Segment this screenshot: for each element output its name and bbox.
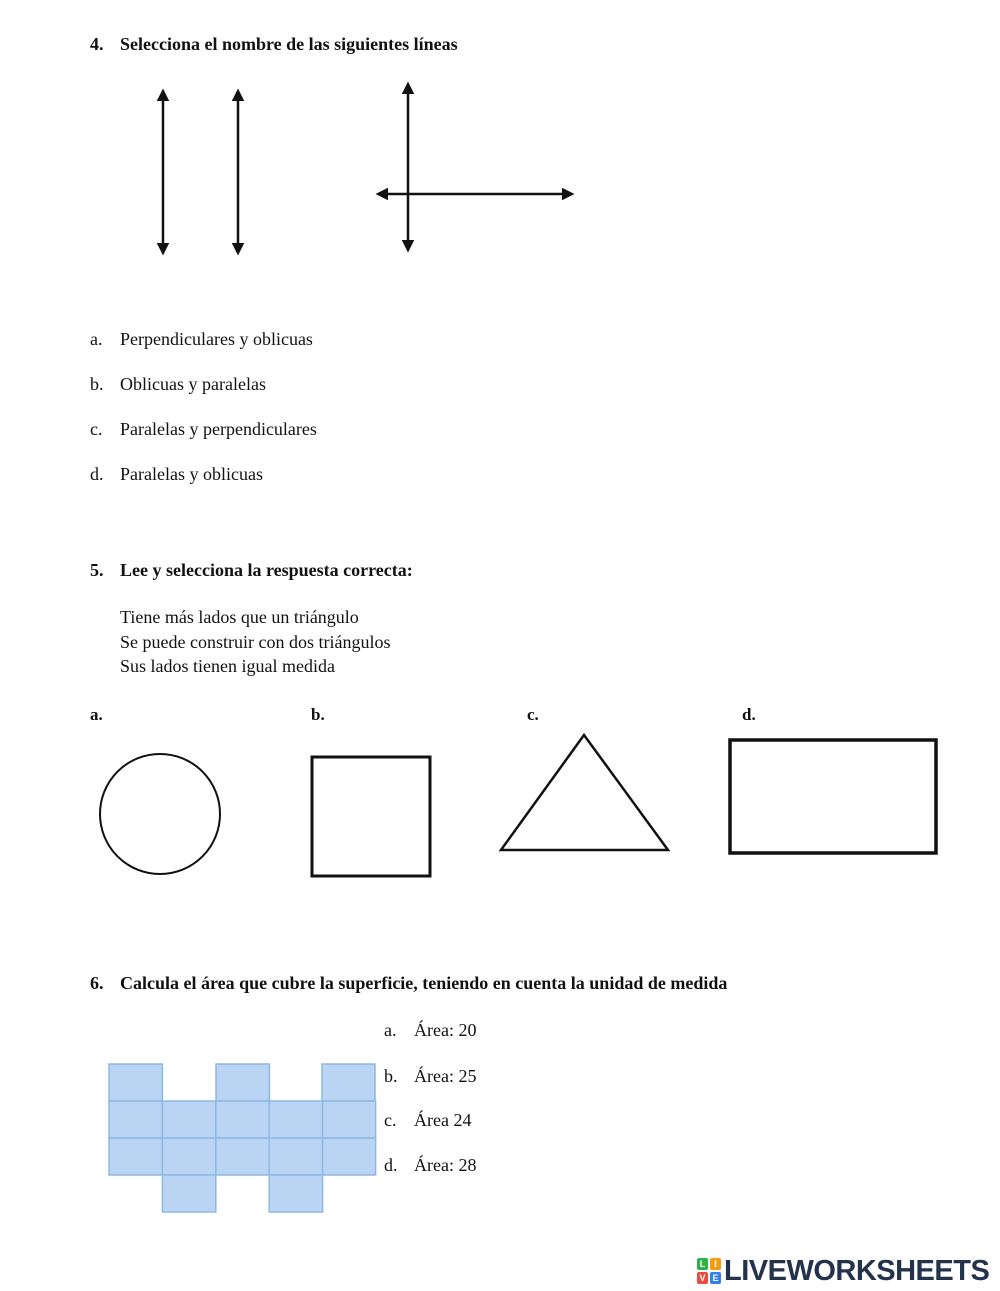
- q5-clue-1: Tiene más lados que un triángulo: [120, 607, 359, 627]
- q5-option-c-triangle[interactable]: [496, 730, 674, 856]
- q6-option-b-text: Área: 25: [414, 1066, 477, 1086]
- q5-label-a: a.: [90, 705, 103, 724]
- q6-option-d-text: Área: 28: [414, 1155, 477, 1175]
- grid-cell: [162, 1138, 215, 1175]
- q4-option-d-letter: d.: [90, 464, 104, 484]
- grid-cell: [109, 1064, 162, 1101]
- grid-cell: [269, 1175, 322, 1212]
- grid-cell: [322, 1064, 375, 1101]
- logo-letter-e: E: [712, 1273, 719, 1283]
- area-grid-figure: [106, 1062, 376, 1216]
- q5-label-c: c.: [527, 705, 539, 724]
- q6-option-d[interactable]: [384, 1155, 476, 1176]
- q6-option-c[interactable]: [384, 1110, 471, 1131]
- question-4-number: 4.: [90, 34, 104, 54]
- grid-cell: [216, 1064, 269, 1101]
- grid-cell: [162, 1175, 215, 1212]
- q6-option-c-text: Área 24: [414, 1110, 472, 1130]
- grid-cell: [216, 1138, 269, 1175]
- q5-label-d: d.: [742, 705, 756, 724]
- logo-letter-l: L: [699, 1259, 706, 1269]
- q5-option-b-square[interactable]: [308, 754, 434, 880]
- q5-clues: [120, 605, 390, 679]
- q4-option-c-text: Paralelas y perpendiculares: [120, 419, 317, 439]
- q5-option-a-circle[interactable]: [96, 752, 224, 880]
- q4-option-a[interactable]: [90, 329, 313, 350]
- liveworksheets-logo-text: LIVEWORKSHEETS: [724, 1254, 990, 1287]
- q5-option-d-rectangle[interactable]: [726, 736, 940, 858]
- grid-cell: [109, 1101, 162, 1138]
- question-5-number: 5.: [90, 560, 104, 580]
- parallel-lines-figure: [150, 85, 250, 265]
- logo-letter-v: V: [699, 1273, 706, 1283]
- grid-cell: [162, 1101, 215, 1138]
- q6-option-b-letter: b.: [384, 1066, 398, 1086]
- grid-cell: [109, 1138, 162, 1175]
- perpendicular-lines-figure: [370, 78, 580, 258]
- question-5-title: Lee y selecciona la respuesta correcta:: [120, 560, 413, 580]
- question-6-number: 6.: [90, 973, 104, 993]
- q5-clue-3: Sus lados tienen igual medida: [120, 656, 335, 676]
- logo-letter-i: I: [714, 1259, 717, 1269]
- q5-clue-2: Se puede construir con dos triángulos: [120, 631, 391, 652]
- q6-option-a[interactable]: [384, 1020, 476, 1041]
- q4-option-b-text: Oblicuas y paralelas: [120, 374, 266, 394]
- grid-cell: [269, 1101, 322, 1138]
- grid-cell: [216, 1101, 269, 1138]
- question-6-title: Calcula el área que cubre la superficie, teniendo en cuenta la unidad de medida: [120, 973, 728, 993]
- liveworksheets-logo[interactable]: [697, 1254, 989, 1288]
- q4-option-a-letter: a.: [90, 329, 103, 349]
- q4-option-c[interactable]: [90, 419, 317, 440]
- grid-cell: [323, 1101, 376, 1138]
- q4-option-b[interactable]: [90, 374, 266, 395]
- question-4-title: Selecciona el nombre de las siguientes líneas: [120, 34, 458, 54]
- q6-option-b[interactable]: [384, 1066, 476, 1087]
- q6-option-d-letter: d.: [384, 1155, 398, 1175]
- q4-option-d-text: Paralelas y oblicuas: [120, 464, 263, 484]
- grid-cell: [269, 1138, 322, 1175]
- q4-option-d[interactable]: [90, 464, 263, 485]
- q4-option-c-letter: c.: [90, 419, 103, 439]
- liveworksheets-logo-icon: [697, 1258, 721, 1284]
- q4-option-b-letter: b.: [90, 374, 104, 394]
- q6-option-a-letter: a.: [384, 1020, 397, 1040]
- q4-option-a-text: Perpendiculares y oblicuas: [120, 329, 313, 349]
- q5-label-b: b.: [311, 705, 325, 724]
- q6-option-a-text: Área: 20: [414, 1020, 477, 1040]
- grid-cell: [323, 1138, 376, 1175]
- q6-option-c-letter: c.: [384, 1110, 397, 1130]
